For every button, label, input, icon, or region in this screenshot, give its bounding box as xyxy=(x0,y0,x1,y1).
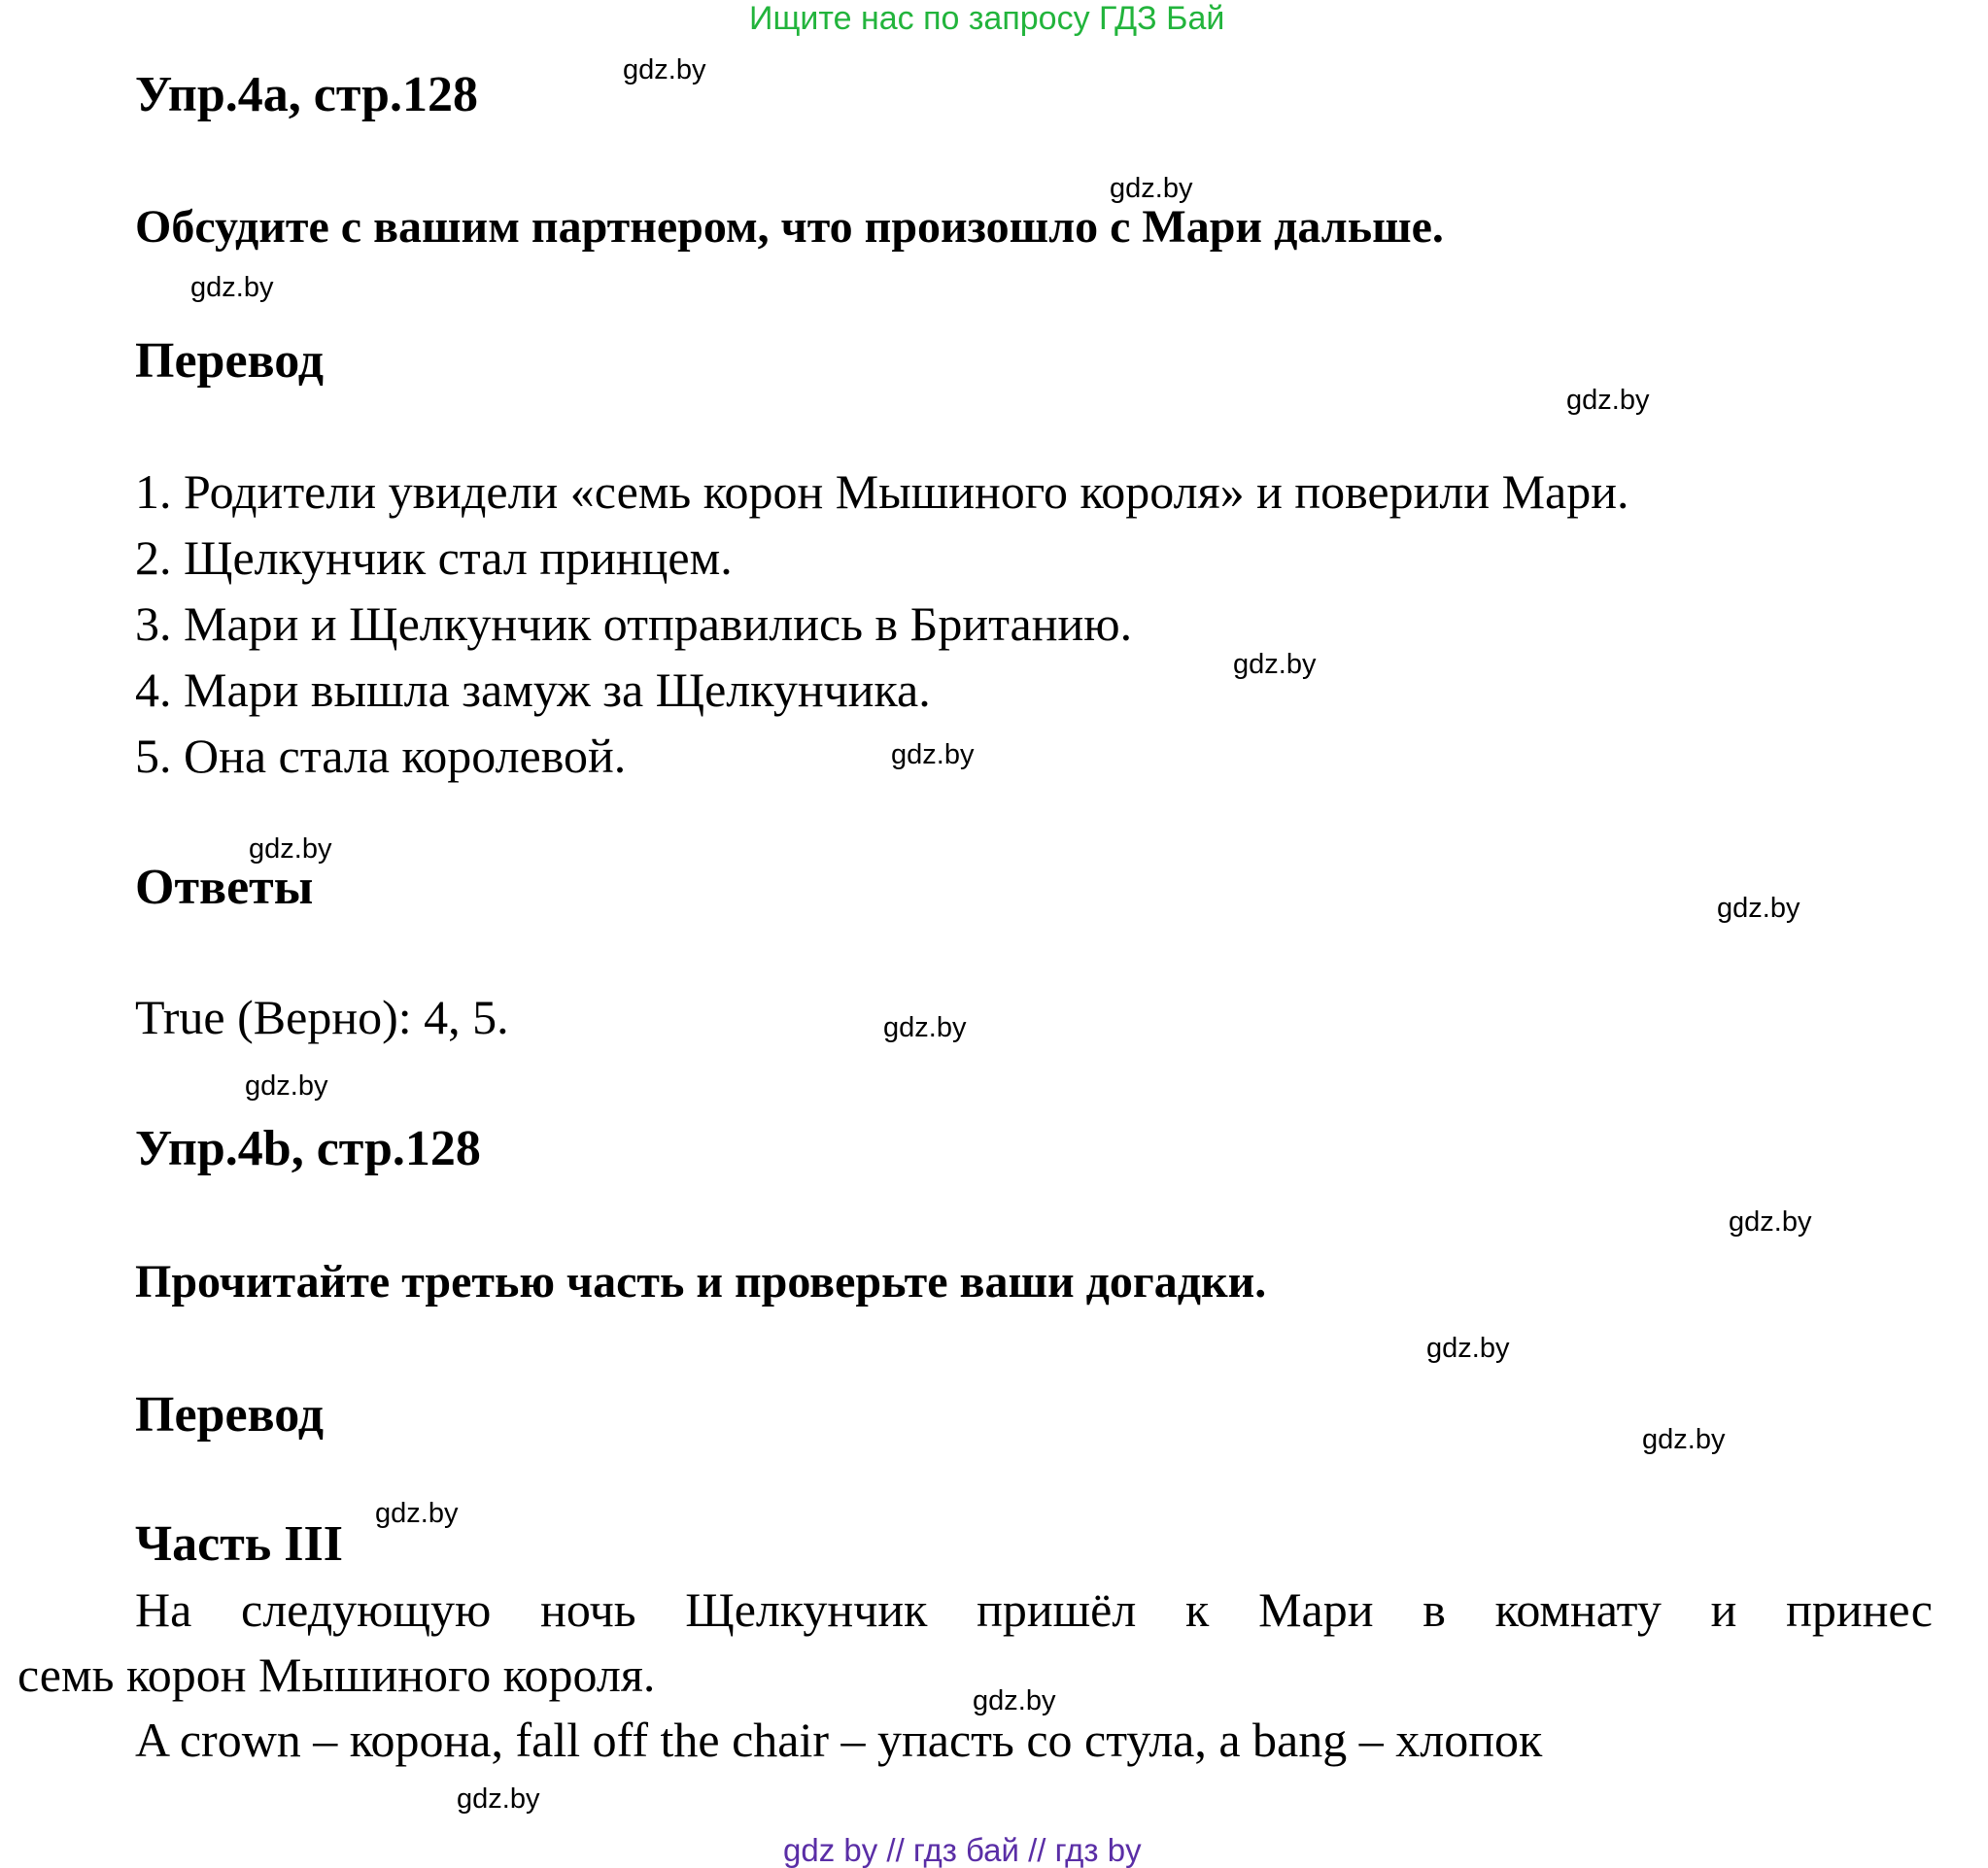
watermark: gdz.by xyxy=(1110,173,1193,204)
exercise-4b-heading: Упр.4b, стр.128 xyxy=(135,1121,481,1176)
exercise-4b-paragraph-line2: семь корон Мышиного короля. xyxy=(17,1647,656,1702)
exercise-4a-answer: True (Верно): 4, 5. xyxy=(135,990,509,1044)
watermark: gdz.by xyxy=(973,1685,1056,1716)
watermark: gdz.by xyxy=(623,54,706,85)
exercise-4b-paragraph-line1: На следующую ночь Щелкунчик пришёл к Мари в комнату и принес xyxy=(135,1582,1933,1637)
watermark: gdz.by xyxy=(457,1783,540,1815)
list-item: 4. Мари вышла замуж за Щелкунчика. xyxy=(135,662,931,717)
list-item: 1. Родители увидели «семь корон Мышиного короля» и поверили Мари. xyxy=(135,464,1629,519)
exercise-4a-heading: Упр.4а, стр.128 xyxy=(135,67,478,122)
footer-watermark: gdz by // гдз бай // гдз by xyxy=(783,1832,1142,1868)
watermark: gdz.by xyxy=(1426,1333,1510,1364)
watermark: gdz.by xyxy=(883,1012,967,1043)
exercise-4a-task: Обсудите с вашим партнером, что произошло с Мари дальше. xyxy=(135,201,1444,253)
exercise-4a-answers-heading: Ответы xyxy=(135,860,314,915)
exercise-4b-part-heading: Часть III xyxy=(135,1516,343,1572)
watermark: gdz.by xyxy=(375,1498,459,1529)
exercise-4b-translation-heading: Перевод xyxy=(135,1387,325,1443)
watermark: gdz.by xyxy=(245,1070,328,1102)
list-item: 5. Она стала королевой. xyxy=(135,729,627,783)
list-item: 3. Мари и Щелкунчик отправились в Британию. xyxy=(135,596,1133,651)
watermark: gdz.by xyxy=(1717,893,1800,924)
watermark: gdz.by xyxy=(249,833,332,865)
exercise-4b-task: Прочитайте третью часть и проверьте ваши догадки. xyxy=(135,1256,1267,1308)
watermark: gdz.by xyxy=(1233,649,1317,680)
top-banner: Ищите нас по запросу ГДЗ Бай xyxy=(749,0,1225,37)
watermark: gdz.by xyxy=(1729,1206,1812,1238)
watermark: gdz.by xyxy=(1642,1424,1726,1455)
watermark: gdz.by xyxy=(190,272,274,303)
list-item: 2. Щелкунчик стал принцем. xyxy=(135,530,733,585)
exercise-4a-translation-heading: Перевод xyxy=(135,333,325,389)
watermark: gdz.by xyxy=(1566,385,1650,416)
watermark: gdz.by xyxy=(891,739,975,770)
exercise-4b-vocabulary: A crown – корона, fall off the chair – упасть со стула, a bang – хлопок xyxy=(135,1713,1543,1767)
